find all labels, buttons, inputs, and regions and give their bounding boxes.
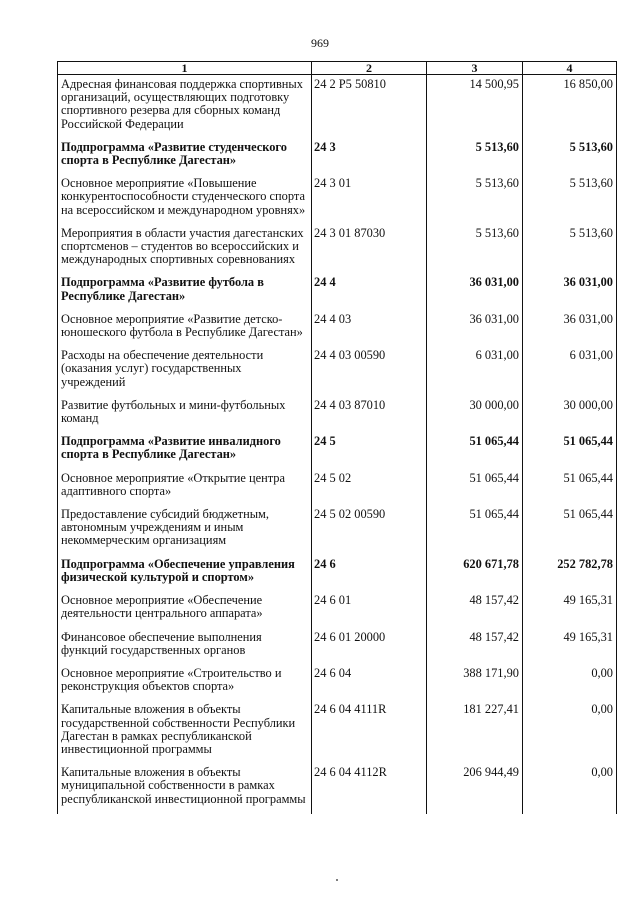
row-name-cell: Подпрограмма «Развитие футбола в Республике Дагестан»: [58, 274, 312, 310]
row-code-cell: 24 4 03 87010: [312, 397, 427, 433]
table-row: [58, 75, 617, 139]
row-name-cell: Предоставление субсидий бюджетным, автономным учреждениям и иным некоммерческим организациям: [58, 506, 312, 556]
column-header-2: 2: [312, 62, 427, 75]
row-name-cell: Подпрограмма «Развитие инвалидного спорта в Республике Дагестан»: [58, 433, 312, 469]
subprogram-row: [58, 274, 617, 310]
subprogram-row: [58, 433, 617, 469]
table-row: [58, 397, 617, 433]
row-value-col4-cell: 16 850,00: [523, 75, 617, 139]
table-row: [58, 592, 617, 628]
page-number: 969: [311, 36, 329, 50]
row-value-col4-cell: 6 031,00: [523, 347, 617, 397]
row-code-cell: 24 6 01: [312, 592, 427, 628]
subprogram-row: [58, 139, 617, 175]
row-code-cell: 24 5 02: [312, 470, 427, 506]
row-value-col3-cell: 181 227,41: [427, 701, 523, 764]
row-name-cell: Финансовое обеспечение выполнения функций государственных органов: [58, 629, 312, 665]
row-value-col3-cell: 48 157,42: [427, 629, 523, 665]
row-value-col4-cell: 36 031,00: [523, 274, 617, 310]
row-value-col4-cell: 0,00: [523, 701, 617, 764]
row-value-col3-cell: 36 031,00: [427, 274, 523, 310]
row-name-cell: Основное мероприятие «Развитие детско-юношеского футбола в Республике Дагестан»: [58, 311, 312, 347]
row-value-col3-cell: 51 065,44: [427, 470, 523, 506]
row-code-cell: 24 5: [312, 433, 427, 469]
row-name-cell: Основное мероприятие «Строительство и реконструкция объектов спорта»: [58, 665, 312, 701]
row-code-cell: 24 6 04 4112R: [312, 764, 427, 814]
column-header-1: 1: [58, 62, 312, 75]
table-header: [58, 62, 617, 75]
row-value-col3-cell: 36 031,00: [427, 311, 523, 347]
row-name-cell: Подпрограмма «Развитие студенческого спорта в Республике Дагестан»: [58, 139, 312, 175]
table-row: [58, 764, 617, 814]
row-value-col4-cell: 51 065,44: [523, 433, 617, 469]
row-name-cell: Мероприятия в области участия дагестанских спортсменов – студентов во всероссийских и международных спортивных соревнованиях: [58, 225, 312, 275]
row-value-col3-cell: 5 513,60: [427, 175, 523, 225]
row-value-col4-cell: 0,00: [523, 764, 617, 814]
row-value-col3-cell: 51 065,44: [427, 433, 523, 469]
row-name-cell: Основное мероприятие «Открытие центра адаптивного спорта»: [58, 470, 312, 506]
row-code-cell: 24 2 P5 50810: [312, 75, 427, 139]
row-value-col4-cell: 49 165,31: [523, 592, 617, 628]
row-value-col3-cell: 48 157,42: [427, 592, 523, 628]
row-value-col3-cell: 30 000,00: [427, 397, 523, 433]
column-header-4: 4: [523, 62, 617, 75]
table-row: [58, 470, 617, 506]
row-code-cell: 24 6: [312, 556, 427, 592]
budget-table: [57, 61, 617, 814]
row-name-cell: Основное мероприятие «Обеспечение деятельности центрального аппарата»: [58, 592, 312, 628]
row-value-col4-cell: 5 513,60: [523, 139, 617, 175]
row-value-col3-cell: 620 671,78: [427, 556, 523, 592]
row-value-col3-cell: 6 031,00: [427, 347, 523, 397]
row-value-col3-cell: 14 500,95: [427, 75, 523, 139]
row-name-cell: Капитальные вложения в объекты муниципальной собственности в рамках республиканской инвестиционной программы: [58, 764, 312, 814]
row-name-cell: Капитальные вложения в объекты государственной собственности Республики Дагестан в рамках республиканской инвестиционной программы: [58, 701, 312, 764]
table-row: [58, 311, 617, 347]
table-row: [58, 506, 617, 556]
row-code-cell: 24 3: [312, 139, 427, 175]
row-value-col4-cell: 252 782,78: [523, 556, 617, 592]
row-code-cell: 24 6 01 20000: [312, 629, 427, 665]
column-header-3: 3: [427, 62, 523, 75]
row-code-cell: 24 5 02 00590: [312, 506, 427, 556]
row-value-col3-cell: 388 171,90: [427, 665, 523, 701]
row-name-cell: Основное мероприятие «Повышение конкурентоспособности студенческого спорта на всероссийском и международном уровнях»: [58, 175, 312, 225]
row-value-col4-cell: 36 031,00: [523, 311, 617, 347]
row-code-cell: 24 3 01: [312, 175, 427, 225]
row-name-cell: Развитие футбольных и мини-футбольных команд: [58, 397, 312, 433]
table-row: [58, 701, 617, 764]
table-row: [58, 665, 617, 701]
table-row: [58, 225, 617, 275]
table-row: [58, 347, 617, 397]
row-value-col3-cell: 51 065,44: [427, 506, 523, 556]
table-row: [58, 629, 617, 665]
row-value-col4-cell: 49 165,31: [523, 629, 617, 665]
row-value-col4-cell: 5 513,60: [523, 175, 617, 225]
row-value-col4-cell: 51 065,44: [523, 506, 617, 556]
row-value-col4-cell: 30 000,00: [523, 397, 617, 433]
row-code-cell: 24 4: [312, 274, 427, 310]
row-value-col3-cell: 5 513,60: [427, 139, 523, 175]
row-code-cell: 24 3 01 87030: [312, 225, 427, 275]
row-value-col3-cell: 5 513,60: [427, 225, 523, 275]
row-value-col4-cell: 51 065,44: [523, 470, 617, 506]
row-code-cell: 24 6 04 4111R: [312, 701, 427, 764]
table-row: [58, 175, 617, 225]
row-name-cell: Подпрограмма «Обеспечение управления физической культурой и спортом»: [58, 556, 312, 592]
row-name-cell: Расходы на обеспечение деятельности (оказания услуг) государственных учреждений: [58, 347, 312, 397]
table-body: [58, 75, 617, 814]
row-code-cell: 24 6 04: [312, 665, 427, 701]
row-value-col4-cell: 5 513,60: [523, 225, 617, 275]
row-code-cell: 24 4 03 00590: [312, 347, 427, 397]
scan-artifact-dot: [336, 879, 338, 881]
row-value-col3-cell: 206 944,49: [427, 764, 523, 814]
subprogram-row: [58, 556, 617, 592]
row-name-cell: Адресная финансовая поддержка спортивных организаций, осуществляющих подготовку спортивного резерва для сборных команд Российской Федерации: [58, 75, 312, 139]
row-value-col4-cell: 0,00: [523, 665, 617, 701]
row-code-cell: 24 4 03: [312, 311, 427, 347]
